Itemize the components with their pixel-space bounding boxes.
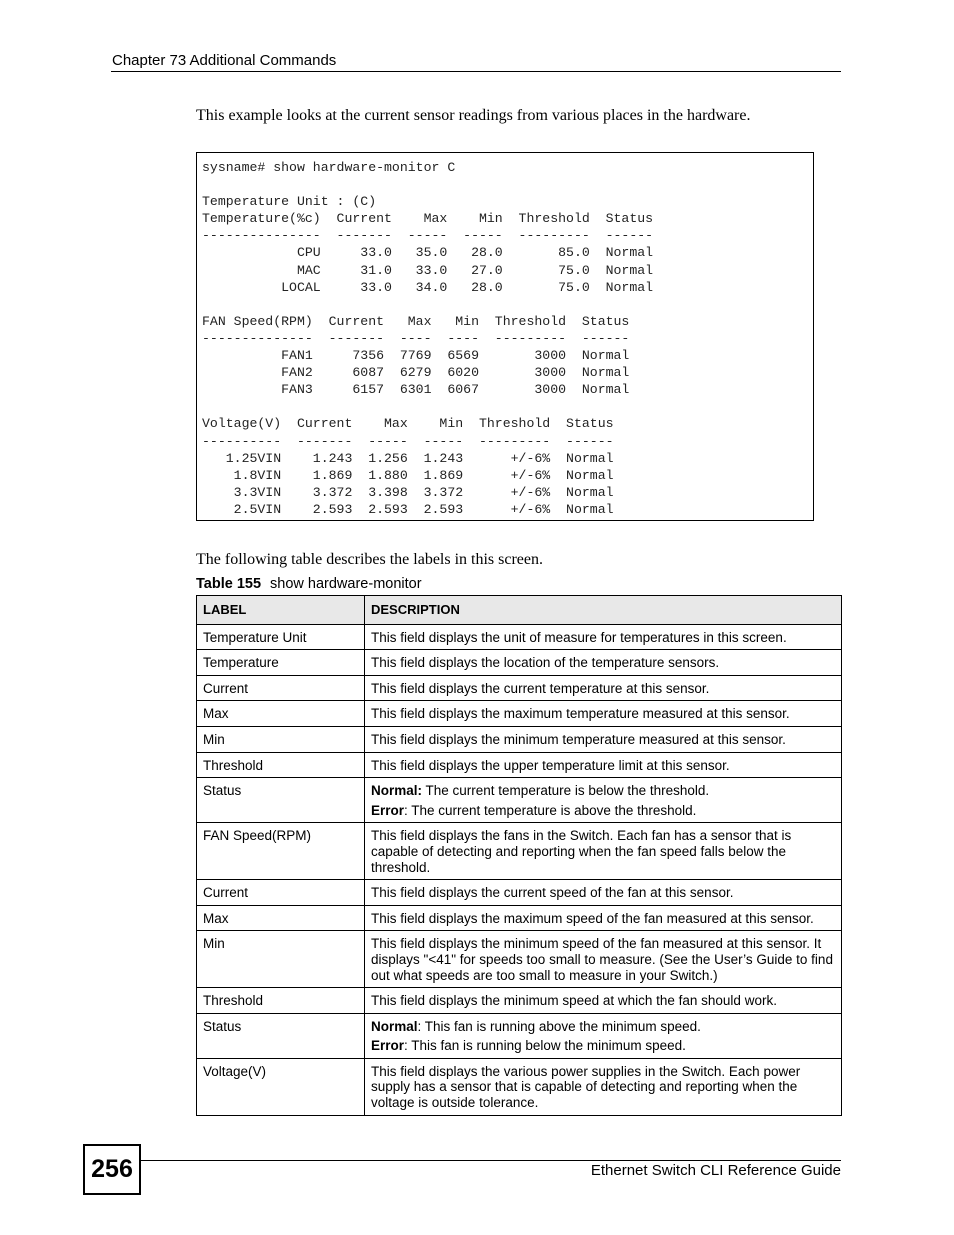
description-line (371, 758, 835, 774)
description-text: : The current temperature is above the threshold. (404, 802, 697, 818)
table-row (197, 1013, 842, 1058)
description-line (371, 655, 835, 671)
description-line (371, 732, 835, 748)
description-line (371, 993, 835, 1009)
row-label: Status (197, 1013, 365, 1058)
row-label: Voltage(V) (197, 1058, 365, 1115)
table-caption (196, 576, 422, 592)
row-label: Max (197, 905, 365, 931)
table-row (197, 823, 842, 880)
code-line: FAN1 7356 7769 6569 3000 Normal (202, 348, 630, 364)
row-label: FAN Speed(RPM) (197, 823, 365, 880)
row-label: Max (197, 701, 365, 727)
row-label: Current (197, 675, 365, 701)
row-label: Threshold (197, 752, 365, 778)
description-line (371, 885, 835, 901)
code-line: Temperature Unit : (C) (202, 194, 377, 210)
row-description (365, 880, 842, 906)
row-description (365, 823, 842, 880)
row-label: Current (197, 880, 365, 906)
description-line (371, 630, 835, 646)
row-label: Threshold (197, 988, 365, 1014)
column-header-label: LABEL (197, 596, 365, 625)
table-row (197, 650, 842, 676)
table-caption-label: Table 155 (196, 576, 262, 592)
code-line: MAC 31.0 33.0 27.0 75.0 Normal (202, 262, 654, 278)
code-example-box (196, 152, 814, 521)
description-line (371, 1038, 835, 1054)
code-line: CPU 33.0 35.0 28.0 85.0 Normal (202, 245, 654, 261)
row-description (365, 726, 842, 752)
code-line: LOCAL 33.0 34.0 28.0 75.0 Normal (202, 279, 654, 295)
row-description (365, 931, 842, 988)
table-row (197, 726, 842, 752)
description-text: This field displays the various power supplies in the Switch. Each power supply has a sensor that is capable of detecting and reporting when the voltage is outside tolerance. (371, 1063, 801, 1111)
description-text: : This fan is running below the minimum speed. (404, 1038, 686, 1054)
row-description (365, 675, 842, 701)
code-line: 1.8VIN 1.869 1.880 1.869 +/-6% Normal (202, 467, 614, 483)
description-line (371, 936, 835, 983)
row-label: Temperature (197, 650, 365, 676)
row-description (365, 988, 842, 1014)
description-text: This field displays the maximum speed of the fan measured at this sensor. (371, 910, 814, 926)
description-text: This field displays the minimum temperature measured at this sensor. (371, 731, 786, 747)
code-line: sysname# show hardware-monitor C (202, 160, 456, 175)
table-row (197, 675, 842, 701)
row-description (365, 701, 842, 727)
row-description (365, 752, 842, 778)
description-line (371, 828, 835, 875)
table-body (197, 624, 842, 1115)
code-line: FAN3 6157 6301 6067 3000 Normal (202, 382, 630, 398)
description-text: This field displays the minimum speed at which the fan should work. (371, 993, 777, 1009)
description-text: This field displays the upper temperature limit at this sensor. (371, 757, 730, 773)
table-row (197, 905, 842, 931)
table-caption-title: show hardware-monitor (270, 576, 422, 592)
code-line: 3.3VIN 3.372 3.398 3.372 +/-6% Normal (202, 484, 614, 500)
table-row (197, 988, 842, 1014)
code-line: Temperature(%c) Current Max Min Threshold Status (202, 211, 654, 227)
table-row (197, 1058, 842, 1115)
description-text: This field displays the current temperature at this sensor. (371, 680, 710, 696)
code-example-text (202, 159, 653, 518)
chapter-header: Chapter 73 Additional Commands (112, 52, 337, 69)
description-table (196, 595, 842, 1116)
code-line: 2.5VIN 2.593 2.593 2.593 +/-6% Normal (202, 501, 614, 517)
table-row (197, 778, 842, 823)
description-text: This field displays the location of the temperature sensors. (371, 655, 720, 671)
description-emphasis: Normal (371, 1018, 418, 1034)
code-line: FAN Speed(RPM) Current Max Min Threshold Status (202, 313, 630, 329)
row-description (365, 624, 842, 650)
row-label: Min (197, 931, 365, 988)
intro-paragraph: This example looks at the current sensor readings from various places in the hardware. (196, 107, 751, 124)
footer-guide-title: Ethernet Switch CLI Reference Guide (590, 1162, 841, 1179)
code-line: 1.25VIN 1.243 1.256 1.243 +/-6% Normal (202, 450, 614, 466)
page-number: 256 (83, 1144, 141, 1195)
description-text: This field displays the minimum speed of the fan measured at this sensor. It displays "<41" for speeds too small to measure. (See the User’s Guide to find out what speeds are too small to measure in your Switch.) (371, 936, 833, 983)
description-text: This field displays the maximum temperature measured at this sensor. (371, 706, 790, 722)
description-line (371, 911, 835, 927)
description-emphasis: Error (371, 802, 405, 818)
description-emphasis: Error (371, 1038, 405, 1054)
row-description (365, 1013, 842, 1058)
description-text: This field displays the current speed of the fan at this sensor. (371, 885, 734, 901)
description-text: : This fan is running above the minimum speed. (417, 1018, 701, 1034)
description-text: This field displays the unit of measure for temperatures in this screen. (371, 629, 787, 645)
row-label: Status (197, 778, 365, 823)
table-row (197, 880, 842, 906)
code-line: FAN2 6087 6279 6020 3000 Normal (202, 365, 630, 381)
column-header-description: DESCRIPTION (365, 596, 842, 625)
row-label: Min (197, 726, 365, 752)
description-line (371, 706, 835, 722)
table-row (197, 931, 842, 988)
table-row (197, 624, 842, 650)
row-description (365, 905, 842, 931)
code-line: --------------- ------- ----- ----- --------- ------ (202, 228, 654, 244)
description-line (371, 783, 835, 799)
description-line (371, 681, 835, 697)
code-line: -------------- ------- ---- ---- --------- ------ (202, 330, 630, 346)
table-row (197, 752, 842, 778)
row-description (365, 1058, 842, 1115)
description-line (371, 1064, 835, 1111)
description-emphasis: Normal: (371, 783, 423, 799)
code-line: Voltage(V) Current Max Min Threshold Status (202, 416, 614, 432)
footer-divider (141, 1160, 841, 1161)
row-label: Temperature Unit (197, 624, 365, 650)
table-row (197, 701, 842, 727)
code-line: ---------- ------- ----- ----- --------- ------ (202, 433, 614, 449)
description-line (371, 1019, 835, 1035)
row-description (365, 650, 842, 676)
description-line (371, 803, 835, 819)
header-divider (111, 71, 841, 72)
description-text: This field displays the fans in the Switch. Each fan has a sensor that is capable of detecting and reporting when the fan speed falls below the threshold. (371, 828, 792, 875)
row-description (365, 778, 842, 823)
description-text: The current temperature is below the threshold. (422, 783, 710, 799)
table-header-row (197, 596, 842, 625)
table-intro-paragraph: The following table describes the labels in this screen. (196, 551, 544, 568)
